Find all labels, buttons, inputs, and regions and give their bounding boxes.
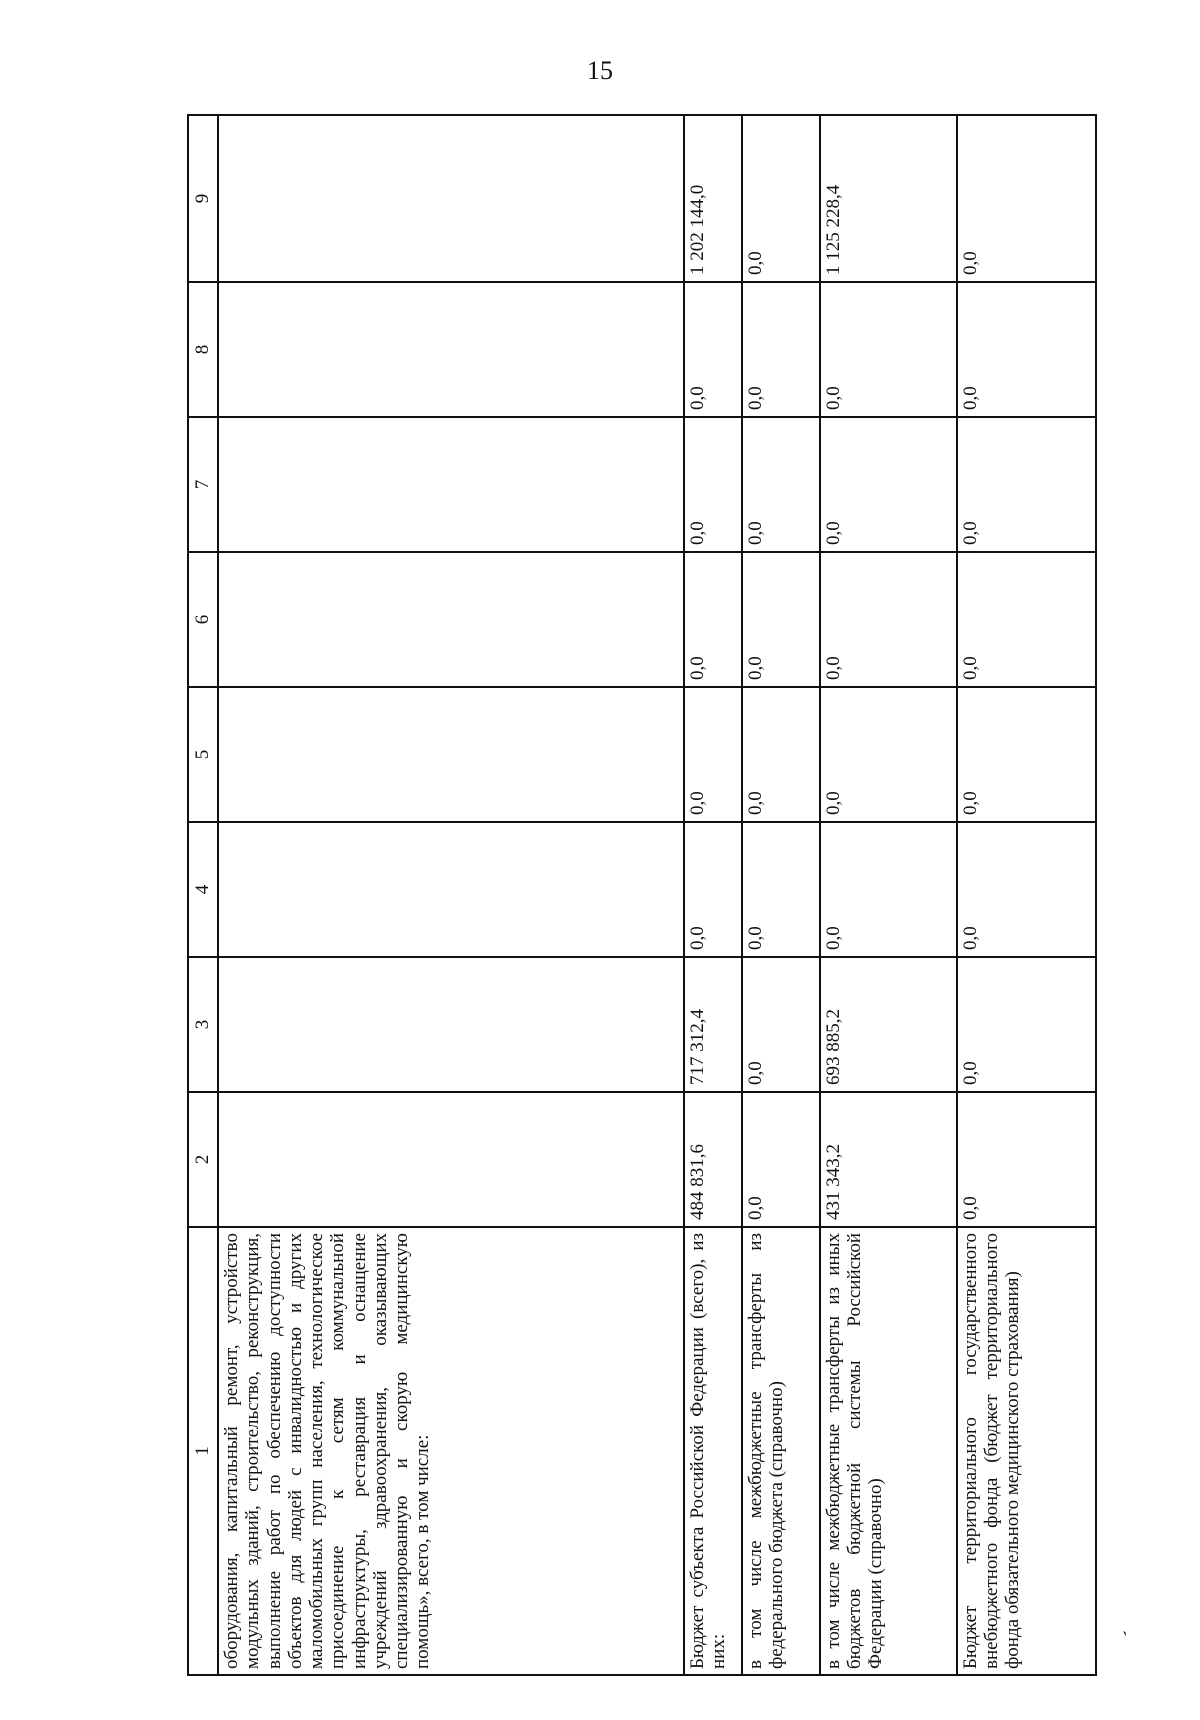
header-cell: 8 <box>188 282 218 417</box>
value-cell: 717 312,4 <box>684 957 742 1092</box>
value-cell: 0,0 <box>684 552 742 687</box>
header-cell: 3 <box>188 957 218 1092</box>
table-row <box>820 115 957 1675</box>
value-cell <box>218 552 684 687</box>
table-row <box>957 115 1096 1675</box>
header-row <box>188 115 218 1675</box>
value-cell <box>218 417 684 552</box>
value-cell <box>218 687 684 822</box>
value-cell: 0,0 <box>684 822 742 957</box>
value-cell: 0,0 <box>957 552 1096 687</box>
stray-mark: ` <box>1113 1627 1130 1651</box>
value-cell: 0,0 <box>684 417 742 552</box>
value-cell: 0,0 <box>957 822 1096 957</box>
header-cell: 4 <box>188 822 218 957</box>
value-cell: 0,0 <box>957 417 1096 552</box>
header-cell: 2 <box>188 1092 218 1227</box>
value-cell: 1 202 144,0 <box>684 115 742 282</box>
value-cell: 693 885,2 <box>820 957 957 1092</box>
value-cell <box>218 822 684 957</box>
header-cell: 7 <box>188 417 218 552</box>
value-cell: 0,0 <box>820 552 957 687</box>
value-cell: 0,0 <box>742 1092 820 1227</box>
value-cell: 484 831,6 <box>684 1092 742 1227</box>
value-cell: 0,0 <box>742 282 820 417</box>
table-row <box>218 115 684 1675</box>
value-cell: 0,0 <box>820 282 957 417</box>
table-row <box>684 115 742 1675</box>
page-number: 15 <box>587 56 613 85</box>
value-cell: 0,0 <box>957 687 1096 822</box>
value-cell: 0,0 <box>742 822 820 957</box>
value-cell <box>218 115 684 282</box>
value-cell: 0,0 <box>957 282 1096 417</box>
row-label: в том числе межбюджетные трансферты из федерального бюджета (справочно) <box>742 1227 820 1675</box>
row-label: Бюджет субъекта Российской Федерации (всего), из них: <box>684 1227 742 1675</box>
value-cell: 431 343,2 <box>820 1092 957 1227</box>
row-label: оборудования, капитальный ремонт, устройство модульных зданий, строительство, реконструкция, выполнение работ по обеспечению доступности объектов для людей с инвалидностью и других маломобильных групп населения, технологическое присоединение к сетям коммунальной инфраструктуры, реставрация и оснащение учреждений здравоохранения, оказывающих специализированную и скорую медицинскую помощь», всего, в том числе: <box>218 1227 684 1675</box>
header-cell: 5 <box>188 687 218 822</box>
value-cell <box>218 1092 684 1227</box>
value-cell <box>218 957 684 1092</box>
value-cell: 0,0 <box>742 417 820 552</box>
header-cell: 1 <box>188 1227 218 1675</box>
value-cell: 0,0 <box>957 957 1096 1092</box>
value-cell: 0,0 <box>684 282 742 417</box>
value-cell: 0,0 <box>957 115 1096 282</box>
value-cell: 0,0 <box>742 687 820 822</box>
value-cell: 0,0 <box>684 687 742 822</box>
row-label: в том числе межбюджетные трансферты из иных бюджетов бюджетной системы Российской Федерации (справочно) <box>820 1227 957 1675</box>
row-label: Бюджет территориального государственного внебюджетного фонда (бюджет территориального фонда обязательного медицинского страхования) <box>957 1227 1096 1675</box>
value-cell: 1 125 228,4 <box>820 115 957 282</box>
value-cell: 0,0 <box>820 687 957 822</box>
value-cell: 0,0 <box>957 1092 1096 1227</box>
table-row <box>742 115 820 1675</box>
value-cell <box>218 282 684 417</box>
header-cell: 9 <box>188 115 218 282</box>
budget-table <box>187 114 1097 1676</box>
rotated-table-container <box>187 116 1097 1676</box>
value-cell: 0,0 <box>820 417 957 552</box>
value-cell: 0,0 <box>820 822 957 957</box>
value-cell: 0,0 <box>742 957 820 1092</box>
header-cell: 6 <box>188 552 218 687</box>
value-cell: 0,0 <box>742 552 820 687</box>
value-cell: 0,0 <box>742 115 820 282</box>
